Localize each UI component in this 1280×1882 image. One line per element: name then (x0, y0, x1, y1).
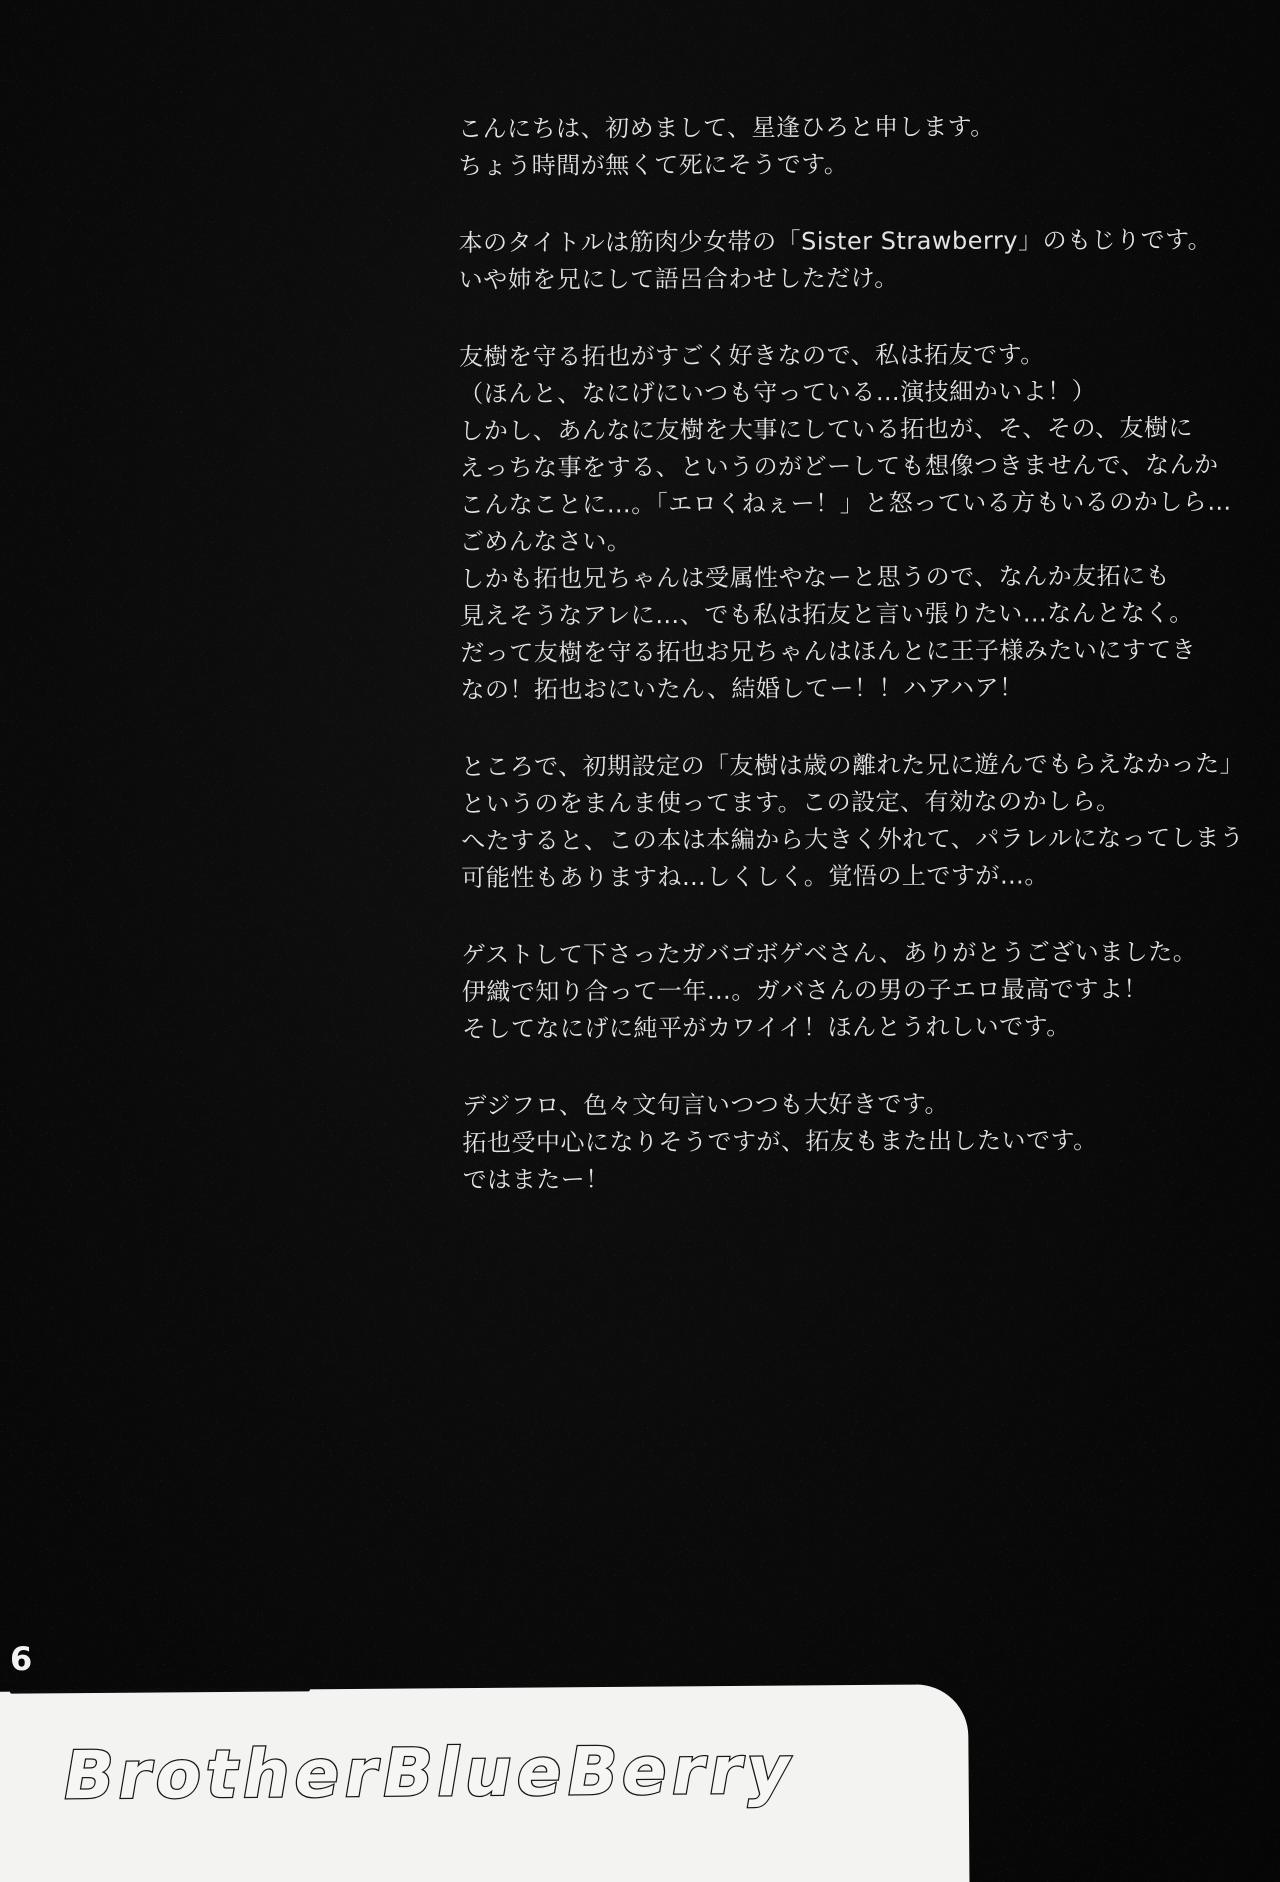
afterword-line: こんにちは、初めまして、星逢ひろと申します。 (458, 112, 995, 143)
afterword-line: ではまたー！ (462, 1165, 610, 1194)
afterword-line: 本のタイトルは筋肉少女帯の「Sister Strawberry」のもじりです。 (458, 225, 1213, 257)
afterword-paragraph (458, 222, 1258, 299)
page-number: 6 (10, 1640, 33, 1678)
footer-card (0, 1684, 970, 1882)
afterword-line: （ほんと、なにげにいつも守っている…演技細かいよ！） (459, 377, 1097, 408)
afterword-paragraph (459, 336, 1261, 709)
afterword-line: 可能性もありますね…しくしく。覚悟の上ですが…。 (461, 861, 1049, 892)
afterword-line: ごめんなさい。 (459, 527, 632, 556)
afterword-line: なの！拓也おにいたん、結婚してー！！ハアハア！ (460, 673, 1024, 704)
afterword-line: 伊織で知り合って一年…。ガバさんの男の子エロ最高ですよ！ (461, 974, 1148, 1006)
afterword-paragraph (458, 108, 1258, 185)
afterword-line: ゲストして下さったガバゴボゲベさん、ありがとうございました。 (461, 937, 1198, 969)
afterword-line: 友樹を守る拓也がすごく好きなので、私は拓友です。 (459, 340, 1045, 371)
afterword-line: しかも拓也兄ちゃんは受属性やなーと思うので、なんか友拓にも (459, 561, 1171, 593)
afterword-line: 拓也受中心になりそうですが、拓友もまた出したいです。 (462, 1126, 1098, 1157)
afterword-paragraph (461, 746, 1262, 897)
afterword-line: ちょう時間が無くて死にそうです。 (458, 150, 849, 180)
afterword-line: デジフロ、色々文句言いつつも大好きです。 (462, 1089, 950, 1120)
afterword-line: 見えそうなアレに…、でも私は拓友と言い張りたい…なんとなく。 (460, 598, 1194, 630)
afterword-line: いや姉を兄にして語呂合わせしただけ。 (458, 264, 899, 294)
afterword-line: ところで、初期設定の「友樹は歳の離れた兄に遊んでもらえなかった」 (460, 749, 1245, 781)
afterword-line: へたすると、この本は本編から大きく外れて、パラレルになってしまう (461, 823, 1245, 855)
afterword-line: そしてなにげに純平がカワイイ！ほんとうれしいです。 (461, 1012, 1071, 1043)
afterword-paragraph (462, 934, 1262, 1048)
afterword-line: こんなことに…。「エロくねぇー！」と怒っている方もいるのかしら… (459, 487, 1232, 519)
afterword-line: というのをまんま使ってます。この設定、有効なのかしら。 (460, 787, 1121, 818)
card-edge-line (10, 1687, 310, 1693)
brand-logo: BrotherBlueBerry (57, 1731, 803, 1815)
afterword-line: だって友樹を守る拓也お兄ちゃんはほんとに王子様みたいにすてき (460, 635, 1197, 667)
afterword-text (458, 108, 1263, 1239)
afterword-paragraph (462, 1085, 1262, 1199)
afterword-line: しかし、あんなに友樹を大事にしている拓也が、そ、その、友樹に (459, 413, 1194, 445)
afterword-line: えっちな事をする、というのがどーしても想像つきませんで、なんか (459, 450, 1219, 482)
